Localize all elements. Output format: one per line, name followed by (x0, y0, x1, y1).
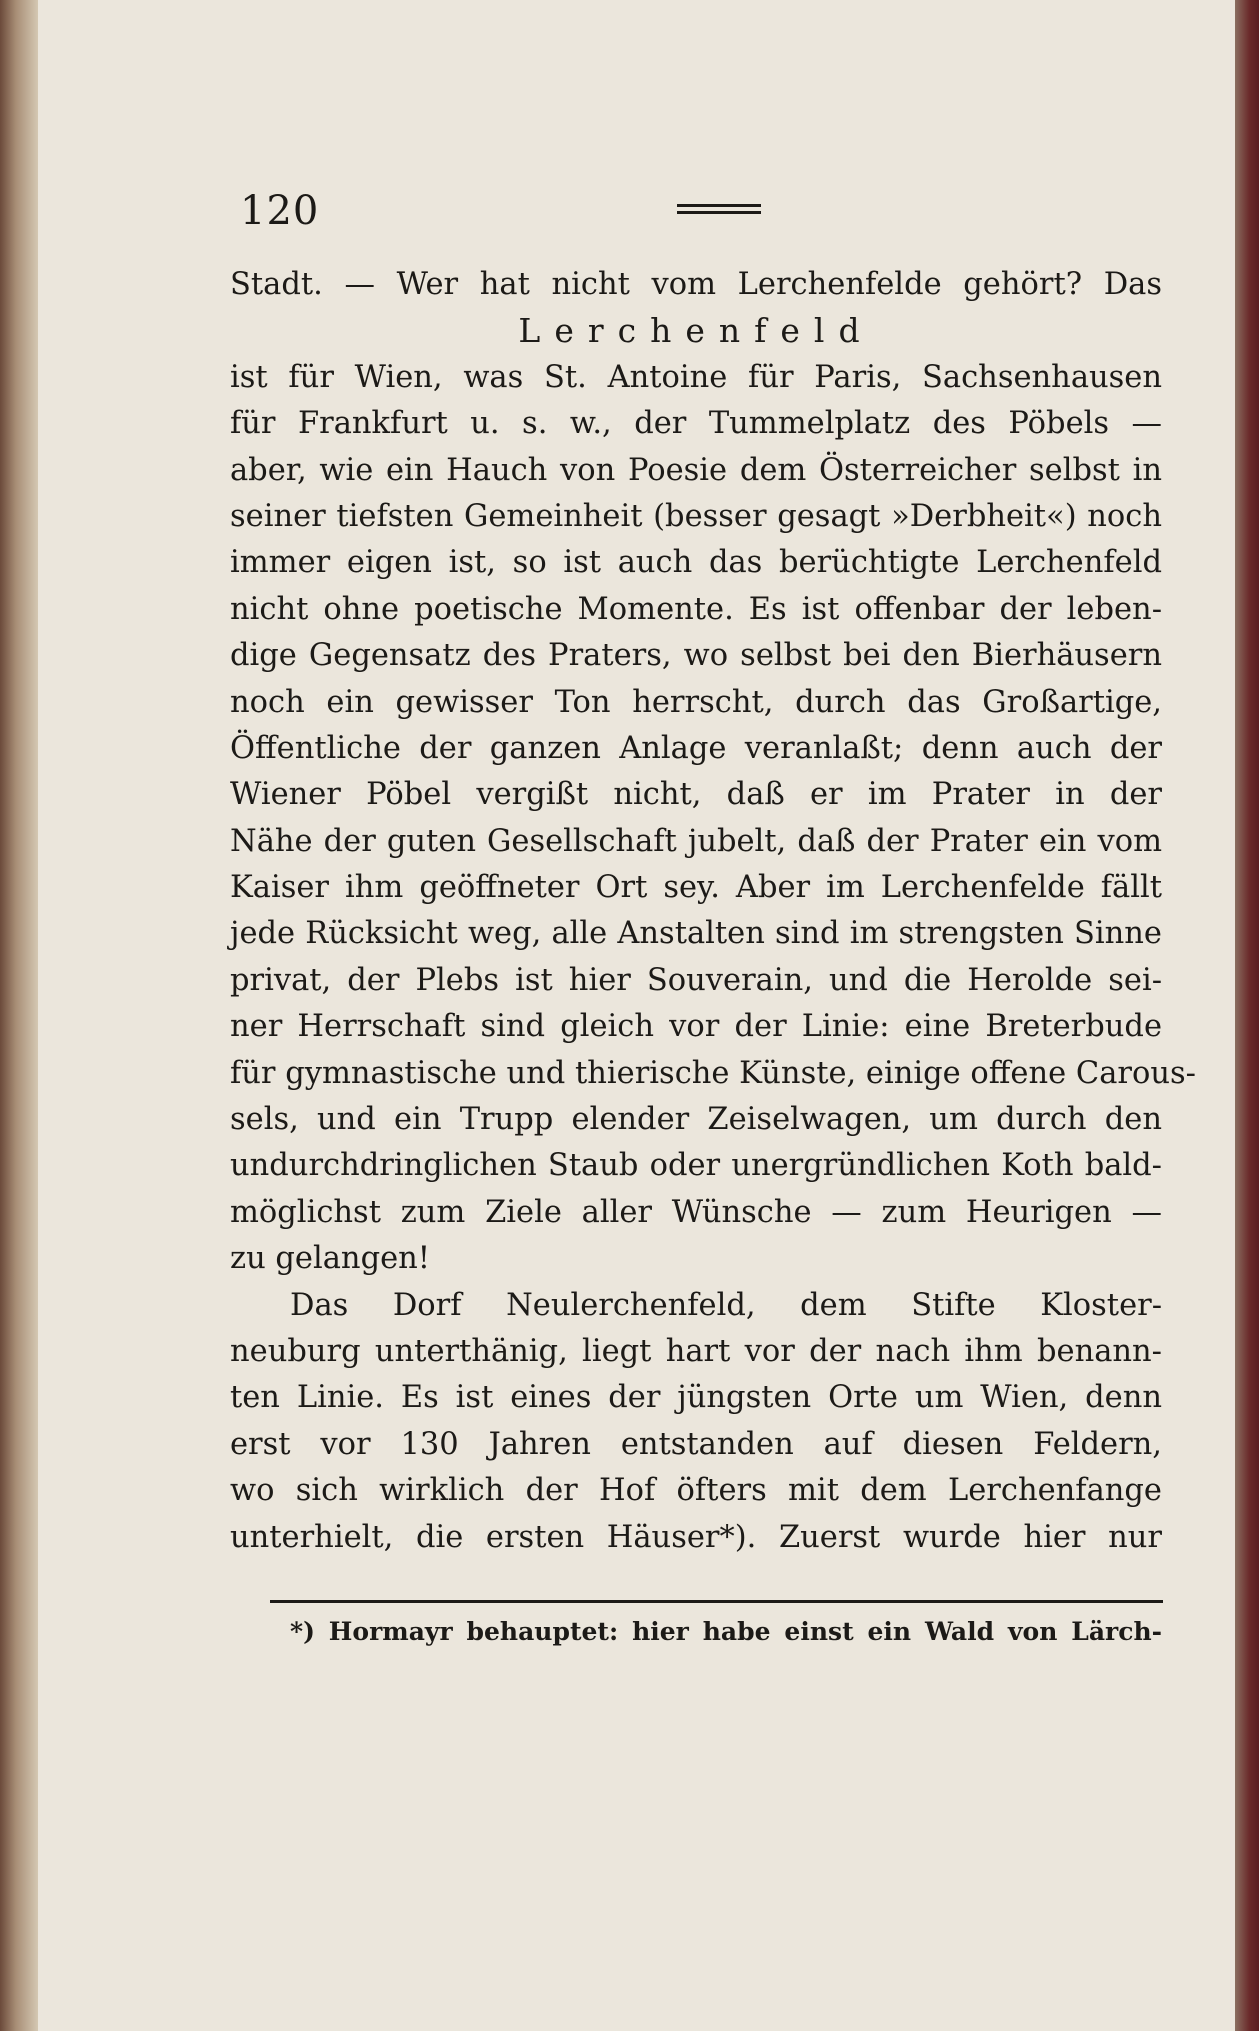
text-line: Wiener Pöbel vergißt nicht, daß er im Prater in der (230, 777, 1162, 813)
text-line: undurchdringlichen Staub oder unergründlichen Koth bald- (230, 1148, 1162, 1184)
book-edge-left (0, 0, 40, 2031)
text-line: ner Herrschaft sind gleich vor der Linie: eine Breterbude (230, 1009, 1162, 1045)
text-line: aber, wie ein Hauch von Poesie dem Österreicher selbst in (230, 452, 1162, 488)
text-line: immer eigen ist, so ist auch das berüchtigte Lerchenfeld (230, 545, 1162, 581)
text-line: dige Gegensatz des Praters, wo selbst bei den Bierhäusern (230, 638, 1162, 674)
text-line: jede Rücksicht weg, alle Anstalten sind im strengsten Sinne (230, 916, 1162, 952)
paragraph-start-line: Das Dorf Neulerchenfeld, dem Stifte Kloster- (290, 1287, 1162, 1323)
header-double-rule (677, 202, 761, 216)
text-line: erst vor 130 Jahren entstanden auf diesen Feldern, (230, 1426, 1162, 1462)
section-heading: Lerchenfeld (518, 311, 874, 351)
text-line: ten Linie. Es ist eines der jüngsten Orte um Wien, denn (230, 1380, 1162, 1416)
text-line: nicht ohne poetische Momente. Es ist offenbar der leben- (230, 591, 1162, 627)
text-line: neuburg unterthänig, liegt hart vor der nach ihm benann- (230, 1333, 1162, 1369)
footnote: *) Hormayr behauptet: hier habe einst ein Wald von Lärch- (290, 1617, 1162, 1646)
text-line: Stadt. — Wer hat nicht vom Lerchenfelde gehört? Das (230, 267, 1162, 302)
text-line: für Frankfurt u. s. w., der Tummelplatz des Pöbels — (230, 406, 1162, 442)
text-line: privat, der Plebs ist hier Souverain, und die Herolde sei- (230, 962, 1162, 998)
text-line: wo sich wirklich der Hof öfters mit dem Lerchenfange (230, 1473, 1162, 1509)
text-line: seiner tiefsten Gemeinheit (besser gesagt »Derbheit«) noch (230, 498, 1162, 534)
text-line: unterhielt, die ersten Häuser*). Zuerst wurde hier nur (230, 1519, 1162, 1555)
body-text (230, 262, 1196, 1561)
book-edge-right (1235, 0, 1259, 2031)
text-line: ist für Wien, was St. Antoine für Paris, Sachsenhausen (230, 359, 1162, 395)
text-line: Nähe der guten Gesellschaft jubelt, daß der Prater ein vom (230, 823, 1162, 859)
text-line: möglichst zum Ziele aller Wünsche — zum Heurigen — (230, 1194, 1162, 1230)
text-line: für gymnastische und thierische Künste, einige offene Carous- (230, 1055, 1196, 1091)
text-line: sels, und ein Trupp elender Zeiselwagen, um durch den (230, 1102, 1162, 1138)
text-line: Kaiser ihm geöffneter Ort sey. Aber im Lerchenfelde fällt (230, 870, 1162, 906)
text-line: zu gelangen! (230, 1241, 431, 1277)
footnote-rule (270, 1600, 1163, 1603)
page-header (240, 188, 1160, 248)
text-line: noch ein gewisser Ton herrscht, durch das Großartige, (230, 684, 1162, 720)
page-number: 120 (240, 188, 320, 234)
text-line: Öffentliche der ganzen Anlage veranlaßt; denn auch der (230, 730, 1162, 766)
